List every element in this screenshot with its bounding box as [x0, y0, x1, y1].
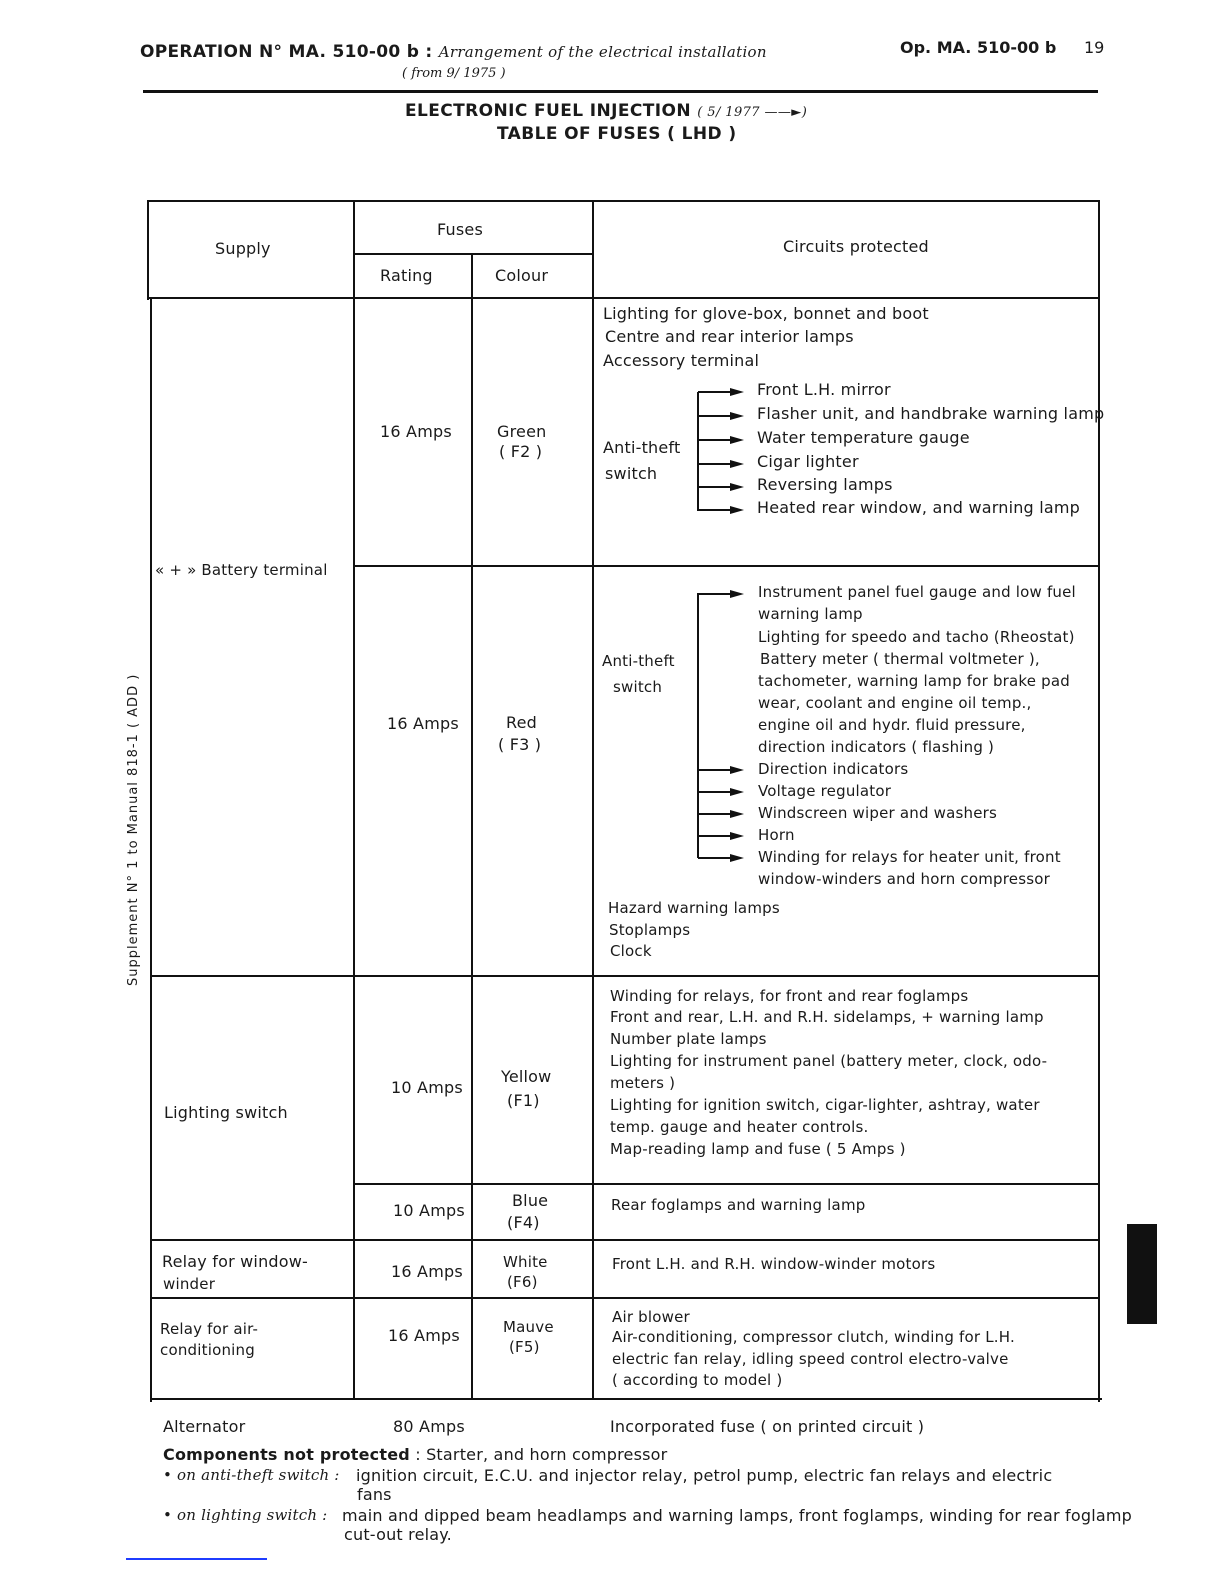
page-number: 19: [1084, 38, 1105, 57]
circuit-f3-branch-1: wear, coolant and engine oil temp.,: [758, 694, 1032, 712]
circuit-f1: Lighting for ignition switch, cigar-lighter, ashtray, water: [610, 1096, 1040, 1114]
title-date: ( 5/ 1977 ——►): [697, 105, 808, 120]
circuit-f3-branch-1: engine oil and hydr. fluid pressure,: [758, 716, 1026, 734]
row-divider: [150, 1297, 1100, 1299]
circuit-f3-branch: Horn: [758, 826, 795, 844]
supply-relay-window: Relay for window-: [162, 1252, 309, 1271]
arrow-shaft: [698, 813, 732, 815]
arrow-shaft: [698, 835, 732, 837]
arrow-shaft: [714, 463, 732, 465]
circuit-f5: Air-conditioning, compressor clutch, winding for L.H.: [612, 1328, 1015, 1346]
row-divider: [353, 565, 1100, 567]
supplement-side-note: Supplement N° 1 to Manual 818-1 ( ADD ): [126, 673, 141, 986]
circuit-f3-branch: Winding for relays for heater unit, front: [758, 848, 1061, 866]
rating-f2: 16 Amps: [380, 422, 452, 441]
circuit-f1: Map-reading lamp and fuse ( 5 Amps ): [610, 1140, 906, 1158]
operation-number: OPERATION N° MA. 510-00 b :: [140, 42, 433, 62]
bracket-f2: [697, 392, 699, 511]
circuit-f6: Front L.H. and R.H. window-winder motors: [612, 1255, 936, 1273]
rating-f4: 10 Amps: [393, 1201, 465, 1220]
circuit-f2-direct: Lighting for glove-box, bonnet and boot: [603, 304, 929, 323]
arrow-icon: [730, 854, 744, 862]
table-border-left: [147, 200, 149, 300]
circuit-f3-branch-1: Lighting for speedo and tacho (Rheostat): [758, 628, 1075, 646]
supply-relay-window: winder: [163, 1275, 216, 1293]
circuit-f5: electric fan relay, idling speed control electro-valve: [612, 1350, 1009, 1368]
arrow-shaft: [698, 769, 732, 771]
header-rule: [143, 90, 1098, 93]
arrow-icon: [730, 832, 744, 840]
page-title: [405, 101, 807, 121]
arrow-shaft: [714, 439, 732, 441]
arrow-icon: [730, 506, 744, 514]
switch-label-f2: switch: [605, 464, 658, 483]
col-divider: [471, 254, 473, 1400]
row-divider: [147, 297, 1100, 299]
supply-lighting-switch: Lighting switch: [164, 1103, 288, 1122]
arrow-shaft: [698, 857, 732, 859]
arrow-shaft: [698, 593, 732, 595]
circuit-f3-branch: Direction indicators: [758, 760, 909, 778]
circuit-f2-branch: Reversing lamps: [757, 475, 893, 494]
arrow-shaft: [714, 486, 732, 488]
title-line-1: ELECTRONIC FUEL INJECTION: [405, 101, 691, 121]
circuit-f3-branch-1: warning lamp: [758, 605, 863, 623]
col-divider: [353, 200, 355, 1400]
header-supply: Supply: [215, 239, 271, 258]
header-colour: Colour: [495, 266, 549, 285]
lighting-note-text: cut-out relay.: [344, 1525, 452, 1544]
circuit-f4: Rear foglamps and warning lamp: [611, 1196, 866, 1214]
table-border-right: [1098, 200, 1100, 1402]
circuit-f3-branch-1: Battery meter ( thermal voltmeter ),: [760, 650, 1040, 668]
colour-f3: Red: [506, 713, 537, 732]
arrow-shaft: [714, 415, 732, 417]
fuse-code-f3: ( F3 ): [498, 735, 542, 754]
circuit-f3-branch-1: Instrument panel fuel gauge and low fuel: [758, 583, 1076, 601]
circuit-f3-direct: Hazard warning lamps: [608, 899, 780, 917]
colour-f4: Blue: [512, 1191, 549, 1210]
not-protected-label: Components not protected: [163, 1445, 410, 1464]
col-divider: [592, 200, 594, 1400]
arrow-icon: [730, 590, 744, 598]
anti-theft-note-text: ignition circuit, E.C.U. and injector relay, petrol pump, electric fan relays and electric: [356, 1466, 1053, 1485]
circuit-f1: Lighting for instrument panel (battery meter, clock, odo-: [610, 1052, 1048, 1070]
circuit-f3-branch: window-winders and horn compressor: [758, 870, 1051, 888]
not-protected-text: : Starter, and horn compressor: [415, 1445, 668, 1464]
fuse-code-f1: (F1): [507, 1091, 540, 1110]
header-fuses: Fuses: [437, 220, 483, 239]
circuit-f3-branch-1: tachometer, warning lamp for brake pad: [758, 672, 1071, 690]
circuit-f1: meters ): [610, 1074, 676, 1092]
supply-relay-aircon: conditioning: [160, 1341, 255, 1359]
arrow-shaft: [714, 391, 732, 393]
supply-relay-aircon: Relay for air-: [160, 1320, 259, 1338]
bottom-rule: [126, 1558, 267, 1560]
colour-f5: Mauve: [503, 1318, 554, 1336]
fuse-code-f6: (F6): [507, 1273, 538, 1291]
row-divider: [355, 1183, 1100, 1185]
rating-f3: 16 Amps: [387, 714, 459, 733]
arrow-shaft: [714, 509, 732, 511]
row-divider: [353, 253, 593, 255]
circuit-f3-branch: Windscreen wiper and washers: [758, 804, 998, 822]
circuit-f2-direct: Accessory terminal: [603, 351, 760, 370]
operation-heading: [140, 42, 767, 62]
arrow-icon: [730, 436, 744, 444]
circuit-f2-branch: Water temperature gauge: [757, 428, 970, 447]
circuit-f3-direct: Stoplamps: [609, 921, 691, 939]
circuit-f2-direct: Centre and rear interior lamps: [605, 327, 854, 346]
circuit-f3-branch: Voltage regulator: [758, 782, 892, 800]
circuit-f5: ( according to model ): [612, 1371, 783, 1389]
circuit-f1: Winding for relays, for front and rear foglamps: [610, 987, 969, 1005]
anti-theft-note-text: fans: [357, 1485, 392, 1504]
bracket-f3: [697, 593, 699, 858]
table-border-top: [147, 200, 1100, 202]
circuit-f3-branch-1: direction indicators ( flashing ): [758, 738, 995, 756]
fuse-code-f5: (F5): [509, 1338, 540, 1356]
circuit-f2-branch: Heated rear window, and warning lamp: [757, 498, 1080, 517]
rating-f6: 16 Amps: [391, 1262, 463, 1281]
table-border-bottom: [150, 1398, 1102, 1400]
not-protected-note: [163, 1445, 667, 1464]
circuit-f1: Front and rear, L.H. and R.H. sidelamps, + warning lamp: [610, 1008, 1044, 1026]
page-subtitle: TABLE OF FUSES ( LHD ): [497, 124, 737, 144]
switch-label-f2: Anti-theft: [603, 438, 681, 457]
circuit-f2-branch: Cigar lighter: [757, 452, 859, 471]
arrow-shaft: [698, 791, 732, 793]
circuit-f2-branch: Front L.H. mirror: [757, 380, 891, 399]
arrow-icon: [730, 460, 744, 468]
rating-f5: 16 Amps: [388, 1326, 460, 1345]
rating-f1: 10 Amps: [391, 1078, 463, 1097]
arrow-icon: [730, 388, 744, 396]
switch-label-f3: Anti-theft: [602, 652, 675, 670]
colour-f2: Green: [497, 422, 547, 441]
circuit-f2-branch: Flasher unit, and handbrake warning lamp: [757, 404, 1105, 423]
alternator-circuit: Incorporated fuse ( on printed circuit ): [610, 1417, 925, 1436]
arrow-icon: [730, 810, 744, 818]
operation-reference: Op. MA. 510-00 b: [900, 38, 1057, 57]
circuit-f1: Number plate lamps: [610, 1030, 767, 1048]
alternator-label: Alternator: [163, 1417, 246, 1436]
operation-from-date: ( from 9/ 1975 ): [402, 66, 506, 81]
arrow-icon: [730, 412, 744, 420]
row-divider: [150, 975, 1100, 977]
section-tab-marker: [1127, 1224, 1157, 1324]
table-border-left: [150, 298, 152, 1402]
colour-f1: Yellow: [501, 1067, 552, 1086]
circuit-f5: Air blower: [612, 1308, 690, 1326]
supply-battery-terminal: « + » Battery terminal: [155, 561, 328, 579]
alternator-rating: 80 Amps: [393, 1417, 465, 1436]
operation-subject: Arrangement of the electrical installation: [438, 43, 767, 61]
colour-f6: White: [503, 1253, 548, 1271]
switch-label-f3: switch: [613, 678, 663, 696]
arrow-icon: [730, 483, 744, 491]
arrow-icon: [730, 788, 744, 796]
row-divider: [150, 1239, 1100, 1241]
anti-theft-note-label: • on anti-theft switch :: [163, 1466, 340, 1484]
circuit-f3-direct: Clock: [610, 942, 652, 960]
fuse-code-f2: ( F2 ): [499, 442, 543, 461]
header-rating: Rating: [380, 266, 433, 285]
lighting-note-label: • on lighting switch :: [163, 1506, 328, 1524]
arrow-icon: [730, 766, 744, 774]
circuit-f1: temp. gauge and heater controls.: [610, 1118, 869, 1136]
fuse-code-f4: (F4): [507, 1213, 540, 1232]
lighting-note-text: main and dipped beam headlamps and warning lamps, front foglamps, winding for rear foglamp: [342, 1506, 1133, 1525]
header-circuits: Circuits protected: [783, 237, 929, 256]
